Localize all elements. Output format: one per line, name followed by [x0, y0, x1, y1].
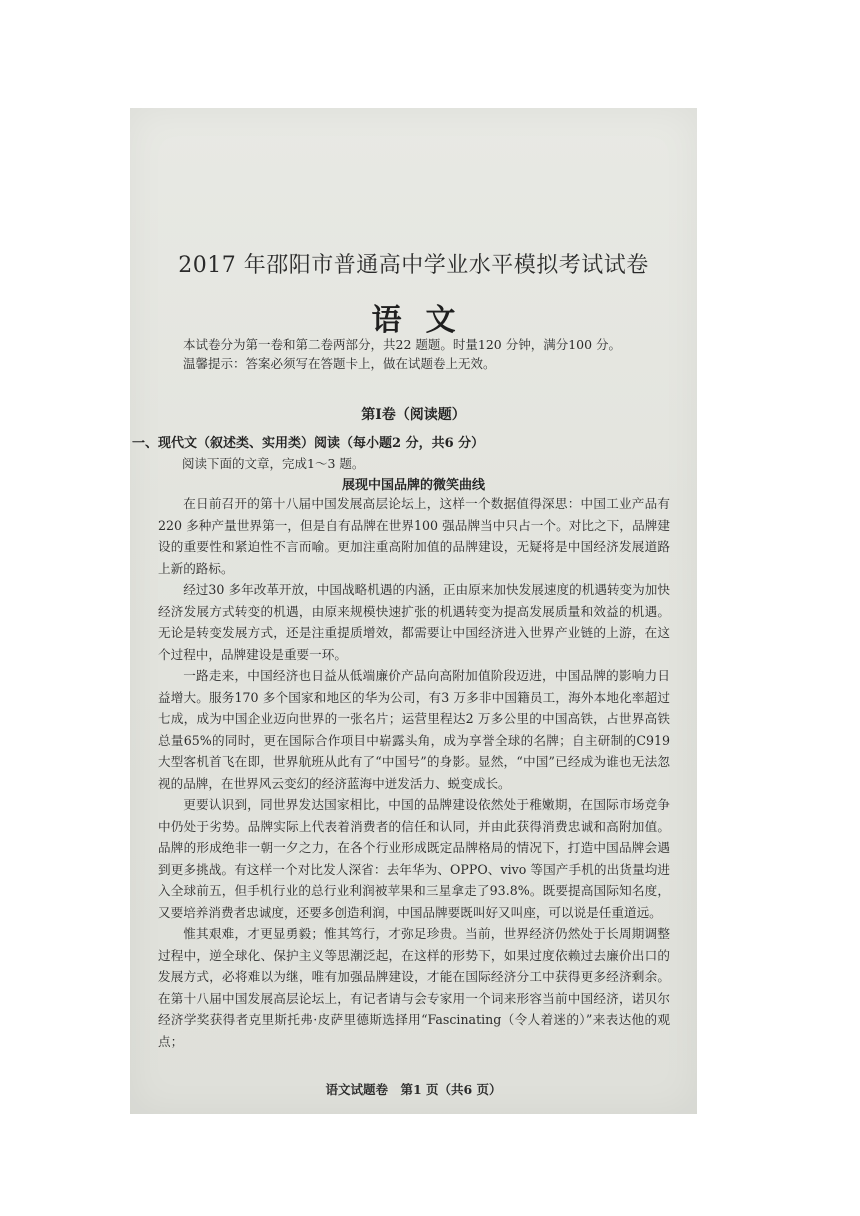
- exam-notice: 温馨提示：答案必须写在答题卡上，做在试题卷上无效。: [183, 356, 496, 371]
- exam-paper: [130, 108, 697, 1114]
- article-title: 展现中国品牌的微笑曲线: [341, 478, 485, 493]
- exam-intro: 本试卷分为第一卷和第二卷两部分，共22 题题。时量120 分钟，满分100 分。: [183, 337, 622, 352]
- page-footer: 语文试题卷 第1 页（共6 页）: [325, 1082, 502, 1097]
- article-paragraph: 更要认识到，同世界发达国家相比，中国的品牌建设依然处于稚嫩期，在国际市场竞争中仍处于劣势。品牌实际上代表着消费者的信任和认同，并由此获得消费忠诚和高附加值。品牌的形成绝非一朝一夕之力，在各个行业形成既定品牌格局的情况下，打造中国品牌会遇到更多挑战。有这样一个对比发人深省：去年华为、OPPO、vivo 等国产手机的出货量均进入全球前五，但手机行业的总行业利润被苹果和三星拿走了93.8%。既要提高国际知名度，又要培养消费者忠诚度，还要多创造利润，中国品牌要既叫好又叫座，可以说是任重道远。: [158, 797, 670, 920]
- article-paragraph: 惟其艰难，才更显勇毅；惟其笃行，才弥足珍贵。当前，世界经济仍然处于长周期调整过程中，逆全球化、保护主义等思潮泛起，在这样的形势下，如果过度依赖过去廉价出口的发展方式，必将难以为继，唯有加强品牌建设，才能在国际经济分工中获得更多经济剩余。在第十八届中国发展高层论坛上，有记者请与会专家用一个词来形容当前中国经济，诺贝尔经济学奖获得者克里斯托弗·皮萨里德斯选择用“Fascinating（令人着迷的）”来表达他的观点；: [158, 926, 670, 1049]
- article-paragraph: 一路走来，中国经济也日益从低端廉价产品向高附加值阶段迈进，中国品牌的影响力日益增大。服务170 多个国家和地区的华为公司，有3 万多非中国籍员工，海外本地化率超过七成，成为中国企业迈向世界的一张名片；运营里程达2 万多公里的中国高铁，占世界高铁总量65%的同时，更在国际合作项目中崭露头角，成为享誉全球的名牌；自主研制的C919 大型客机首飞在即，世界航班从此有了“中国号”的身影。显然，“中国”已经成为谁也无法忽视的品牌，在世界风云变幻的经济蓝海中迸发活力、蜕变成长。: [158, 668, 670, 791]
- section-instruction: 阅读下面的文章，完成1～3 题。: [182, 456, 365, 471]
- section-title: 一、现代文（叙述类、实用类）阅读（每小题2 分，共6 分）: [132, 436, 485, 451]
- exam-title: 2017 年邵阳市普通高中学业水平模拟考试试卷: [178, 253, 649, 278]
- subject-title: 语文: [371, 303, 480, 338]
- article-paragraph: 在日前召开的第十八届中国发展高层论坛上，这样一个数据值得深思：中国工业产品有220 多种产量世界第一，但是自有品牌在世界100 强品牌当中只占一个。对比之下，品牌建设的重要性和紧迫性不言而喻。更加注重高附加值的品牌建设，无疑将是中国经济发展道路上新的路标。: [158, 496, 670, 576]
- part-title: 第Ⅰ卷（阅读题）: [361, 407, 466, 423]
- article-body: [158, 493, 670, 1052]
- article-paragraph: 经过30 多年改革开放，中国战略机遇的内涵，正由原来加快发展速度的机遇转变为加快经济发展方式转变的机遇，由原来规模快速扩张的机遇转变为提高发展质量和效益的机遇。无论是转变发展方式，还是注重提质增效，都需要让中国经济进入世界产业链的上游，在这个过程中，品牌建设是重要一环。: [158, 582, 670, 662]
